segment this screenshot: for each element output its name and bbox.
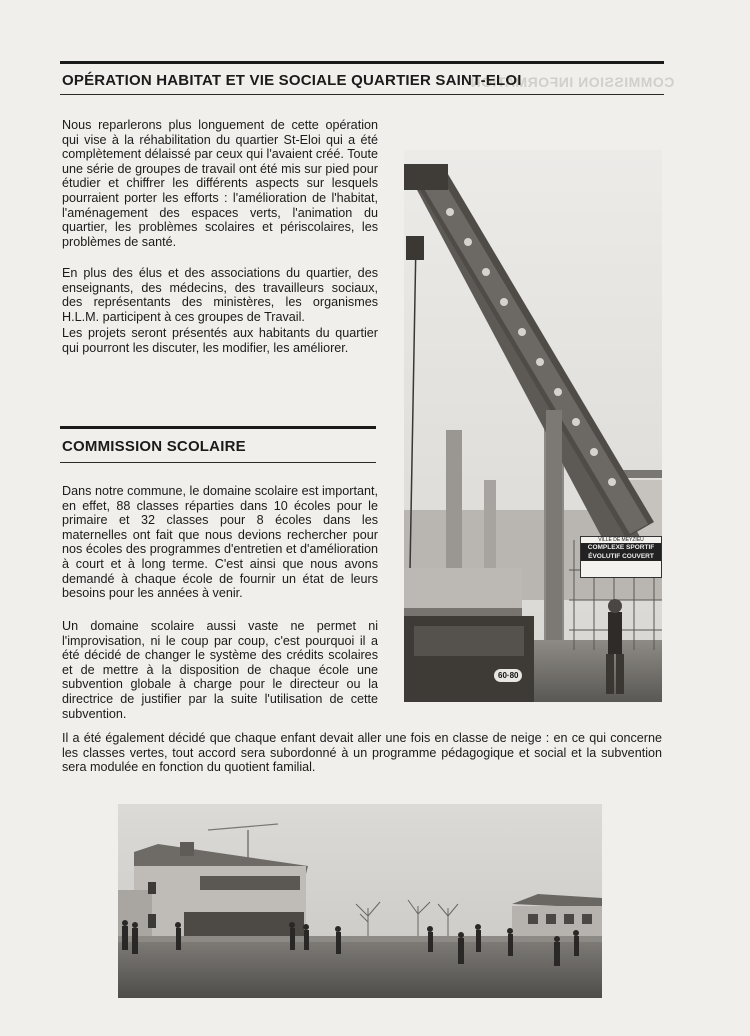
schoolyard-photo-graphic <box>118 804 602 998</box>
sign-line-1: COMPLEXE SPORTIF <box>581 543 661 552</box>
section1-paragraph: Nous reparlerons plus longuement de cette opération qui vise à la réhabilitation du quartier St-Eloi qui a été complètement délaissé par ceux qui l'avaient créé. Toute une série de groupes de travail ont été mis sur pied pour étudier et chiffrer les différents aspects sur lesquels pourraient porter les efforts : l'amélioration de l'habitat, l'aménagement des espaces verts, l'animation du quartier, les problèmes scolaires et périscolaires, les problèmes de santé. <box>62 118 378 249</box>
truck-plate: 60·80 <box>494 669 522 682</box>
sign-line-2: ÉVOLUTIF COUVERT <box>581 552 661 561</box>
sign-details <box>581 561 661 577</box>
schoolyard-photo <box>118 804 602 998</box>
section2-top-rule <box>60 426 376 429</box>
construction-sign <box>580 536 662 578</box>
section1-bottom-rule <box>60 94 664 95</box>
section1-top-rule <box>60 61 664 64</box>
section2-bottom-rule <box>60 462 376 463</box>
sign-top-text: VILLE DE MEYZIEU <box>598 537 644 543</box>
section2-paragraph: Dans notre commune, le domaine scolaire est important, en effet, 88 classes réparties dans 10 écoles pour le primaire et 32 classes pour 8 écoles dans les maternelles ont fait que nous devions rechercher pour nos écoles des programmes d'entretien et d'amélioration à court et à long terme. C'est ainsi que nous avons demandé à chaque école de fournir un état de leurs besoins pour les années à venir. <box>62 484 378 601</box>
section1-title: OPÉRATION HABITAT ET VIE SOCIALE QUARTIER SAINT-ELOI <box>62 72 522 89</box>
section1-paragraph: En plus des élus et des associations du quartier, des enseignants, des médecins, des travailleurs sociaux, des représentants des ministères, les organismes H.L.M. participent à ces groupes de Travail. <box>62 266 378 324</box>
section2-full-width-paragraph: Il a été également décidé que chaque enfant devait aller une fois en classe de neige : en ce qui concerne les classes vertes, tout accord sera subordonné à un programme pédagogique et social et la subvention sera modulée en fonction du quotient familial. <box>62 731 662 775</box>
crane-construction-photo <box>404 150 662 702</box>
bleed-through-text: COMMISSION INFORMATION <box>470 74 675 90</box>
crane-photo-graphic <box>404 150 662 702</box>
section2-title: COMMISSION SCOLAIRE <box>62 438 246 455</box>
section2-paragraph: Un domaine scolaire aussi vaste ne permet ni l'improvisation, ni le coup par coup, c'est pourquoi il a été décidé de changer le système des crédits scolaires et de mettre à la disposition de chaque école une subvention globale à charge pour le directeur ou la directrice de justifier par la suite l'utilisation de cette subvention. <box>62 619 378 721</box>
section1-paragraph: Les projets seront présentés aux habitants du quartier qui pourront les discuter, les modifier, les améliorer. <box>62 326 378 355</box>
